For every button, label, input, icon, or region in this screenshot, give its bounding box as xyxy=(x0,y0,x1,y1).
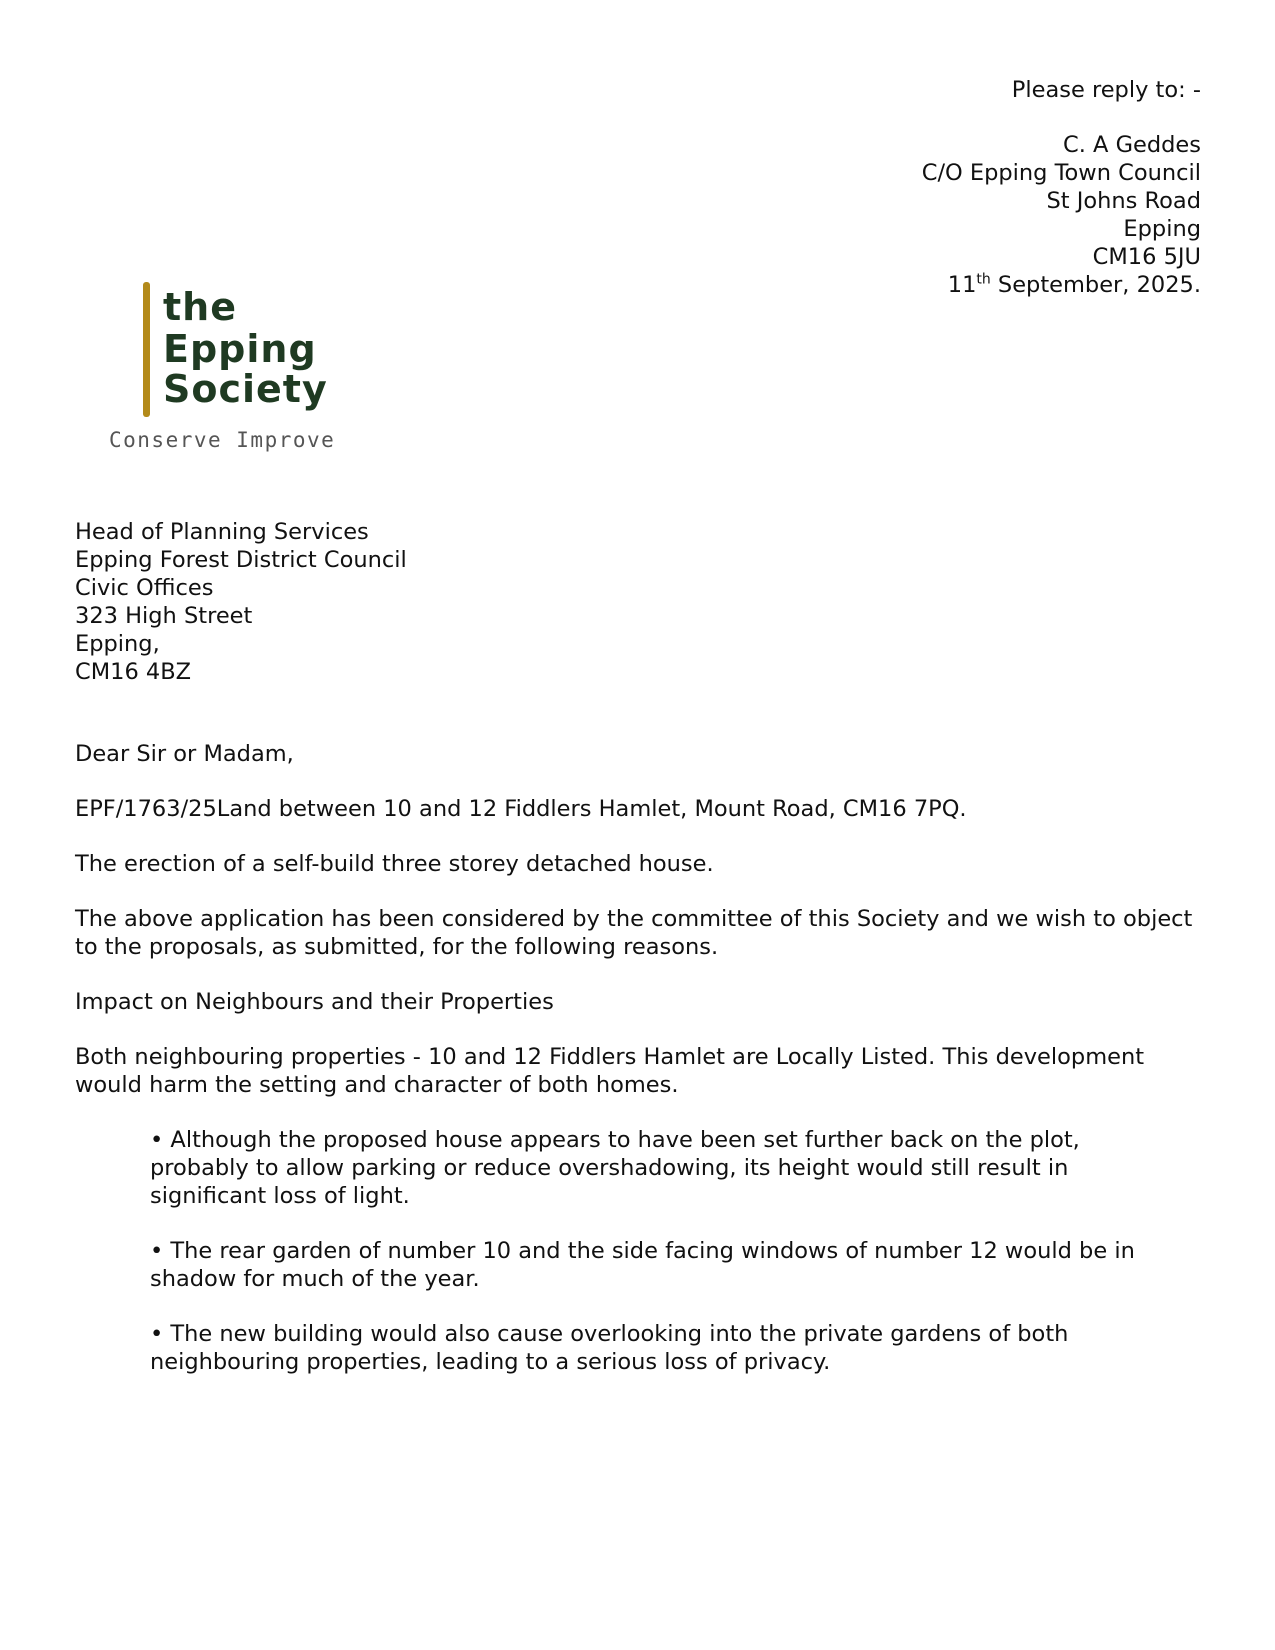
objection-item: • Although the proposed house appears to have been set further back on the plot, probably to allow parking or reduce overshadowing, its height would still result in significant loss of light. xyxy=(150,1127,1080,1209)
logo-word-society: Society xyxy=(163,367,328,411)
recipient-line: 323 High Street xyxy=(75,603,253,629)
reply-name: C. A Geddes xyxy=(1063,132,1201,158)
section-heading: Impact on Neighbours and their Properties xyxy=(75,989,554,1015)
objection-item: • The rear garden of number 10 and the side facing windows of number 12 would be in shadow for much of the year. xyxy=(150,1238,1135,1292)
recipient-line: CM16 4BZ xyxy=(75,659,192,685)
recipient-line: Civic Offices xyxy=(75,575,214,601)
reply-town: Epping xyxy=(1123,216,1201,242)
epping-society-logo xyxy=(105,270,365,460)
recipient-line: Head of Planning Services xyxy=(75,519,369,545)
proposal-description: The erection of a self-build three storey detached house. xyxy=(75,851,714,877)
recipient-address-block xyxy=(75,518,407,686)
objection-item: • The new building would also cause overlooking into the private gardens of both neighbouring properties, leading to a serious loss of privacy. xyxy=(150,1321,1069,1375)
reply-address-block xyxy=(601,76,1201,299)
logo-word-the: the xyxy=(163,285,237,329)
logo-word-epping: Epping xyxy=(163,327,317,371)
recipient-line: Epping, xyxy=(75,631,160,657)
salutation: Dear Sir or Madam, xyxy=(75,741,294,767)
reply-postcode: CM16 5JU xyxy=(1092,244,1201,270)
letter-date: 11th September, 2025. xyxy=(947,271,1201,298)
reply-org: C/O Epping Town Council xyxy=(921,160,1201,186)
application-reference: EPF/1763/25Land between 10 and 12 Fiddlers Hamlet, Mount Road, CM16 7PQ. xyxy=(75,796,967,822)
reply-label: Please reply to: - xyxy=(1011,77,1201,103)
context-paragraph: Both neighbouring properties - 10 and 12 Fiddlers Hamlet are Locally Listed. This development would harm the setting and character of both homes. xyxy=(75,1044,1145,1098)
logo-bar xyxy=(143,282,150,417)
objection-list xyxy=(150,1126,1150,1376)
intro-paragraph: The above application has been considered by the committee of this Society and we wish to object to the proposals, as submitted, for the following reasons. xyxy=(75,906,1193,960)
recipient-line: Epping Forest District Council xyxy=(75,547,407,573)
letter-body xyxy=(75,740,1205,1403)
reply-street: St Johns Road xyxy=(1046,188,1201,214)
logo-tagline: Conserve Improve xyxy=(109,428,336,452)
